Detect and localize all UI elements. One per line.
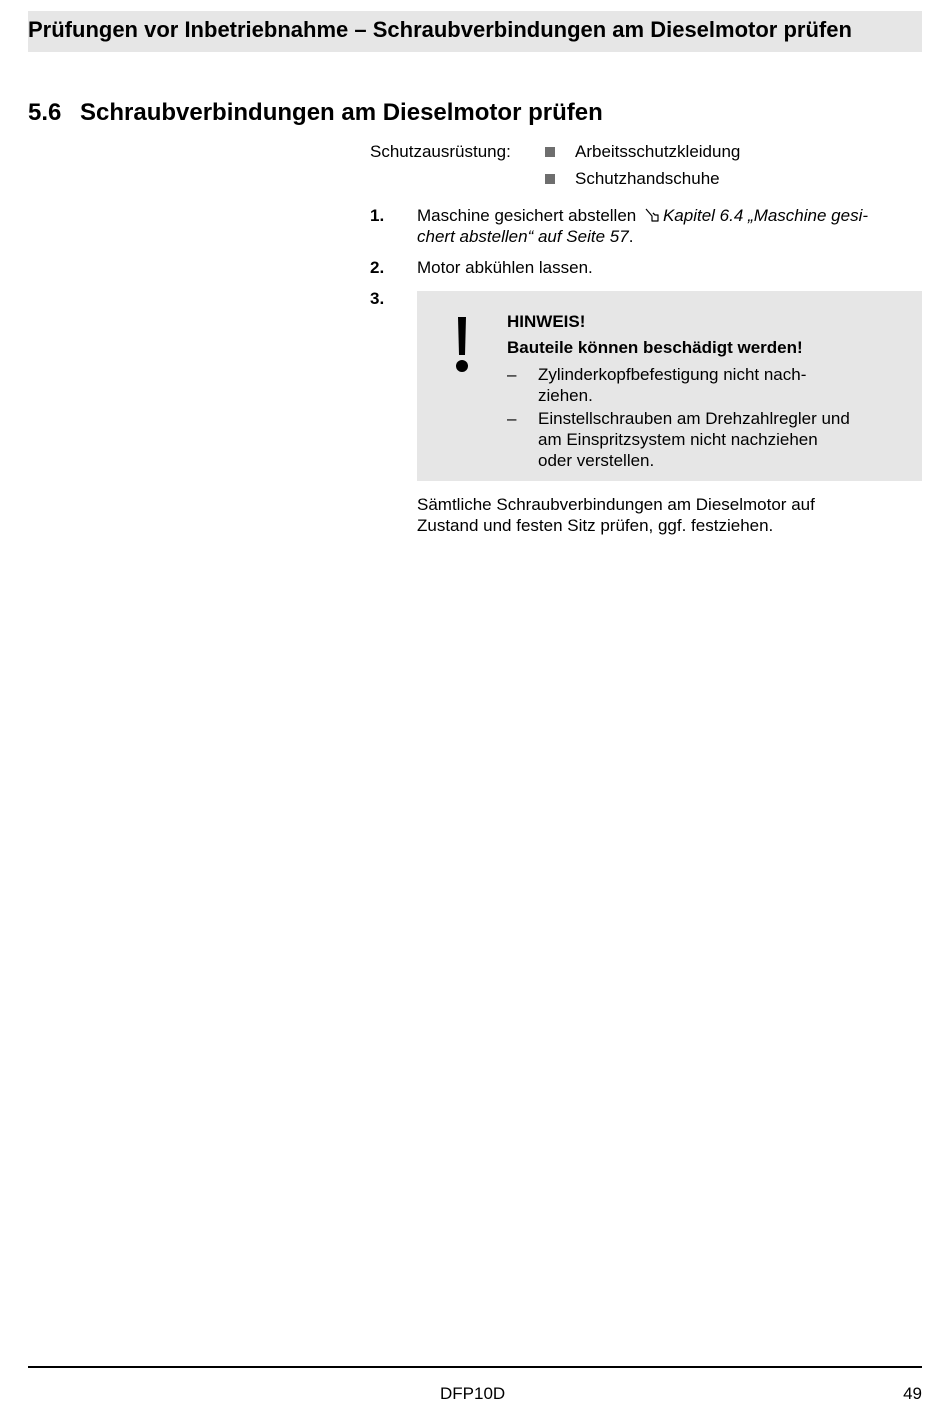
section-title: Schraubverbindungen am Dieselmotor prüfen	[80, 99, 603, 126]
step-number: 3.	[370, 289, 385, 308]
notice-box	[417, 291, 922, 481]
step-number: 1.	[370, 206, 385, 225]
ppe-item: Schutzhandschuhe	[575, 169, 720, 188]
notice-item-line: am Einspritzsystem nicht nachziehen	[538, 430, 818, 449]
dash-bullet: –	[507, 409, 517, 428]
notice-item	[538, 408, 850, 471]
step-text-end: .	[628, 227, 634, 246]
notice-item-line: Einstellschrauben am Drehzahlregler und	[538, 409, 850, 428]
notice-subtitle: Bauteile können beschädigt werden!	[507, 338, 803, 357]
notice-item-line: ziehen.	[538, 386, 593, 405]
step-3-text-line: Sämtliche Schraubverbindungen am Dieselmotor auf	[417, 495, 815, 514]
step-text-before-link: Maschine gesichert abstellen	[417, 206, 637, 225]
notice-item-line: oder verstellen.	[538, 451, 655, 470]
square-bullet-icon	[545, 174, 555, 184]
notice-title: HINWEIS!	[507, 312, 586, 331]
chapter-link[interactable]: Kapitel 6.4 „Maschine gesi-	[662, 206, 869, 225]
ppe-item: Arbeitsschutzkleidung	[575, 142, 741, 161]
step-3-text	[417, 494, 815, 536]
page-header-title: Prüfungen vor Inbetriebnahme – Schraubverbindungen am Dieselmotor prüfen	[28, 17, 852, 42]
page-header-bar	[28, 11, 922, 52]
step-text: Motor abkühlen lassen.	[417, 258, 593, 277]
section-heading	[28, 99, 603, 127]
ppe-label: Schutzausrüstung:	[370, 142, 511, 161]
footer-page-number: 49	[903, 1384, 922, 1403]
step-3-text-line: Zustand und festen Sitz prüfen, ggf. festziehen.	[417, 516, 774, 535]
chapter-link-continued[interactable]: chert abstellen“ auf Seite 57	[417, 227, 629, 246]
footer-document-id: DFP10D	[440, 1384, 506, 1403]
square-bullet-icon	[545, 147, 555, 157]
footer-divider	[28, 1366, 922, 1368]
notice-item	[538, 364, 806, 406]
dash-bullet: –	[507, 365, 517, 384]
notice-item-line: Zylinderkopfbefestigung nicht nach-	[538, 365, 807, 384]
step-number: 2.	[370, 258, 385, 277]
section-number: 5.6	[28, 99, 62, 126]
step-text	[417, 205, 922, 247]
pointing-hand-icon	[643, 207, 661, 223]
exclamation-icon	[453, 317, 471, 373]
